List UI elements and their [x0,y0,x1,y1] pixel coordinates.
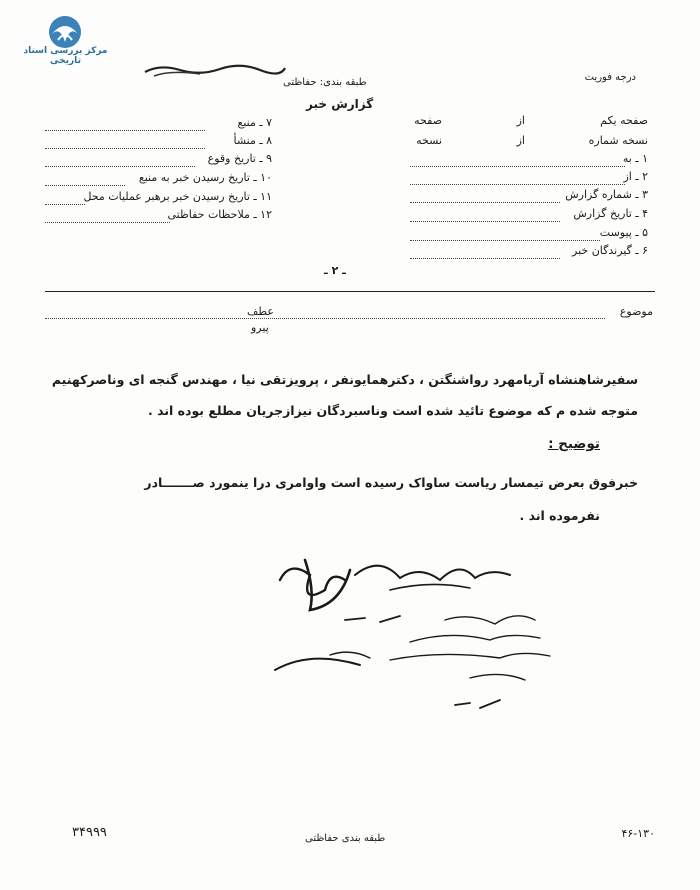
page-from-label: از [516,114,525,127]
ref-peyro-label: پیرو [251,321,269,334]
to-label: ۱ ـ به [622,152,648,165]
urgency-label: درجه فوریت [584,72,636,83]
report-date-label: ۴ ـ تاریخ گزارش [573,207,648,220]
explanation-heading: توضیح : [548,436,600,452]
handwritten-signature [270,550,570,730]
report-title: گزارش خبر [306,97,374,111]
origin-label: ۸ ـ منشأ [233,134,272,147]
security-notes-label: ۱۲ ـ ملاحظات حفاظتی [167,208,272,221]
page-unit-label: صفحه [414,114,442,127]
copy-number-label: نسخه شماره [588,134,648,147]
event-date-label: ۹ ـ تاریخ وقوع [207,152,272,165]
page-one-label: صفحه یکم [600,114,648,127]
body-line-3: خبرفوق بعرض تیمسار ریاست ساواک رسیده است واوامری درا ینمورد صـــــــادر [144,475,638,490]
date-to-chief-label: ۱۱ ـ تاریخ رسیدن خبر برهبر عملیات محل [83,190,272,203]
date-to-source-label: ۱۰ ـ تاریخ رسیدن خبر به منبع [138,171,272,184]
report-number-label: ۳ ـ شماره گزارش [565,188,648,201]
source-label: ۷ ـ منبع [237,116,272,129]
footer-classification: طبقه بندی حفاظتی [305,833,386,844]
attachment-label: ۵ ـ پیوست [599,226,648,239]
redaction-scribble [140,58,290,84]
document-number: ۳۴۹۹۹ [72,825,107,840]
logo-text: مرکز بررسی اسناد تاریخی [23,46,108,66]
recipients-label: ۶ ـ گیرندگان خبر [572,244,648,257]
form-code: ۴۶-۱۳۰ [621,827,655,840]
copy-unit-label: نسخه [416,134,442,147]
from-label: ۲ ـ از [623,170,648,183]
classification-label: طبقه بندی: حفاظتی [283,77,367,88]
page-marker: ـ ۲ ـ [324,264,346,277]
body-line-2: متوجه شده م که موضوع تائید شده است وناسبردگان نیزازجریان مطلع بوده اند . [148,403,638,418]
subject-label: موضوع [619,305,653,318]
header-separator [45,291,655,292]
body-line-4: نفرموده اند . [519,508,600,523]
copy-from-label: از [516,134,525,147]
ref-atf-label: عطف [247,305,274,318]
body-line-1: سفیرشاهنشاه آریامهرد رواشنگتن ، دکترهمایونفر ، پرویزتقی نیا ، مهندس گنجه ای وناصرکهنیم [51,372,638,387]
